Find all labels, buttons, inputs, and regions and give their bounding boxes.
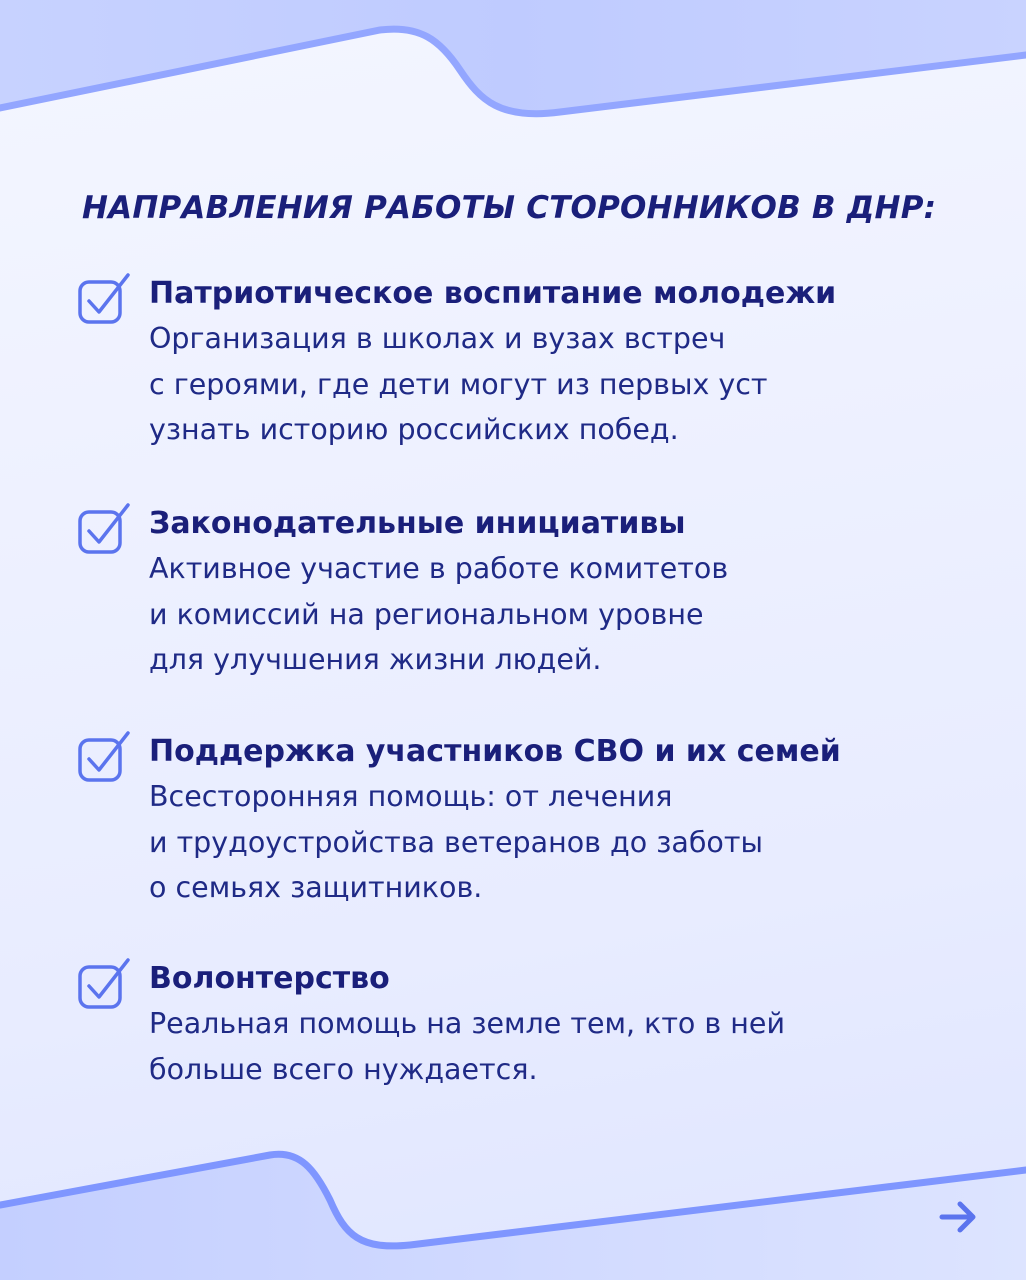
item-heading: Законодательные инициативы (149, 506, 686, 541)
item-text-line: больше всего нуждается. (149, 1052, 538, 1086)
item-text-line: Всесторонняя помощь: от лечения (149, 780, 673, 813)
item-text-line: узнать историю российских побед. (149, 413, 679, 446)
item-heading: Поддержка участников СВО и их семей (149, 734, 841, 769)
checkbox-checked-icon (76, 730, 132, 786)
item-text-line: для улучшения жизни людей. (149, 643, 602, 676)
checkbox-checked-icon (76, 272, 132, 328)
top-wave-shape (0, 0, 1026, 114)
checkbox-checked-icon (76, 957, 132, 1013)
item-text-line: Активное участие в работе комитетов (149, 552, 729, 585)
checkbox-checked-icon (76, 502, 132, 558)
item-text-line: Реальная помощь на земле тем, кто в ней (149, 1007, 785, 1040)
arrow-right-icon[interactable] (938, 1197, 978, 1237)
item-text-line: и трудоустройства ветеранов до заботы (149, 825, 763, 859)
item-text-line: и комиссий на региональном уровне (149, 597, 704, 631)
item-heading: Патриотическое воспитание молодежи (149, 276, 837, 311)
item-text-line: с героями, где дети могут из первых уст (149, 367, 768, 401)
item-heading: Волонтерство (149, 961, 390, 996)
page-title: НАПРАВЛЕНИЯ РАБОТЫ СТОРОННИКОВ В ДНР: (82, 190, 937, 226)
item-text-line: Организация в школах и вузах встреч (149, 322, 726, 355)
item-text-line: о семьях защитников. (149, 871, 483, 904)
